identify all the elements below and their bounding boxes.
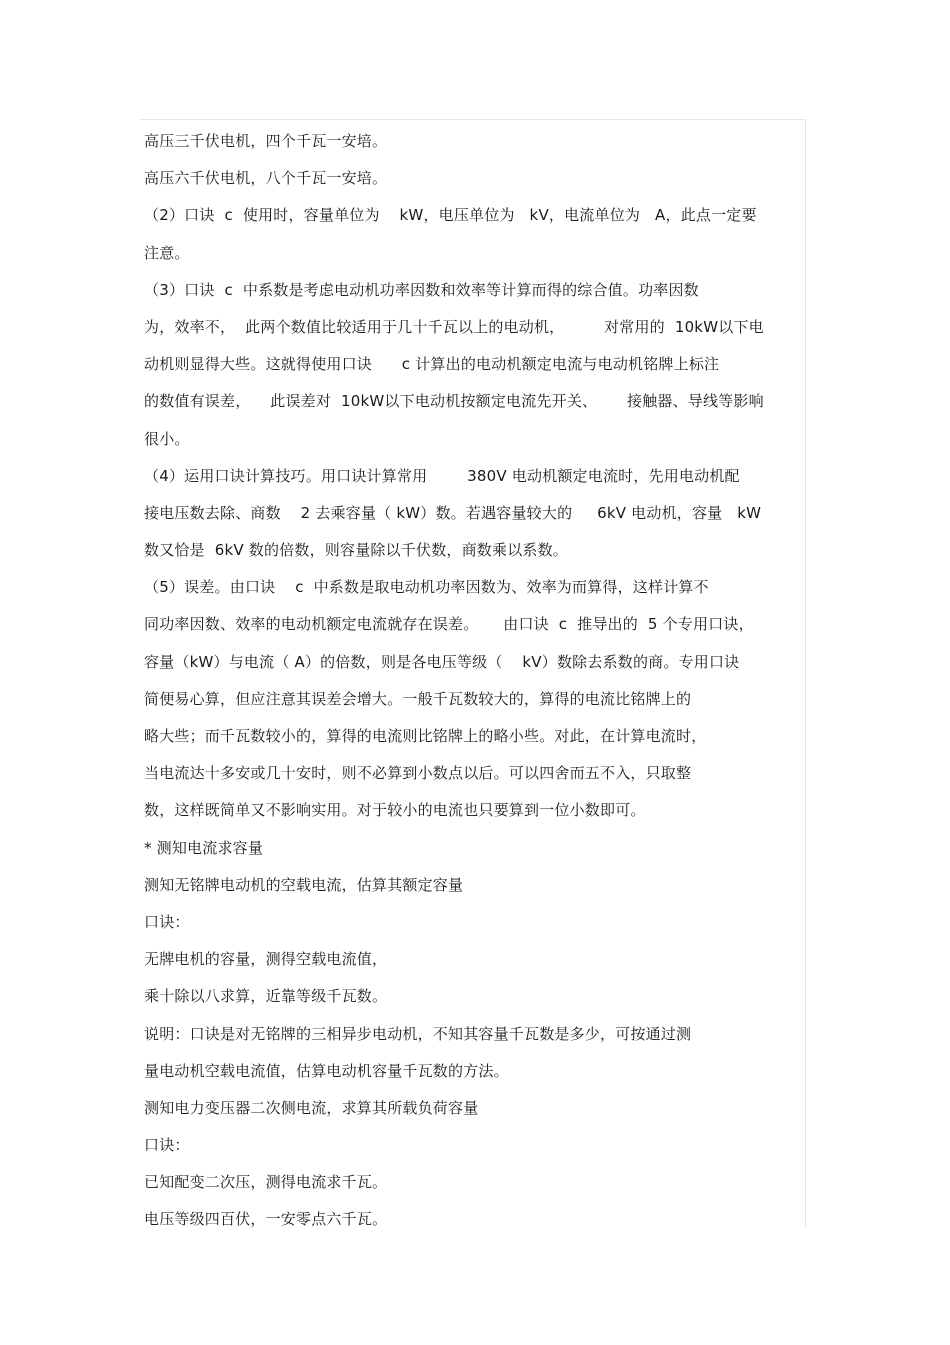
text-line: （5）误差。由口诀 c 中系数是取电动机功率因数为、效率为而算得，这样计算不 (144, 578, 709, 597)
section-heading: * 测知电流求容量 (144, 838, 264, 857)
text-line: 的数值有误差， 此误差对 10kW以下电动机按额定电流先开关、 接触器、导线等影响 (144, 392, 764, 411)
text-line: 电压等级四百伏，一安零点六千瓦。 (144, 1210, 388, 1229)
text-line: 说明：口诀是对无铭牌的三相异步电动机，不知其容量千瓦数是多少，可按通过测 (144, 1024, 692, 1043)
text-line: 量电动机空载电流值，估算电动机容量千瓦数的方法。 (144, 1061, 509, 1080)
text-line: 测知电力变压器二次侧电流，求算其所载负荷容量 (144, 1098, 479, 1117)
text-line: 接电压数去除、商数 2 去乘容量（ kW）数。若遇容量较大的 6kV 电动机，容量 kW (144, 503, 762, 522)
text-line: 高压六千伏电机，八个千瓦一安培。 (144, 169, 388, 188)
text-line: （2）口诀 c 使用时，容量单位为 kW，电压单位为 kV，电流单位为 A，此点一定要 (144, 206, 757, 225)
text-line: 数又恰是 6kV 数的倍数，则容量除以千伏数，商数乘以系数。 (144, 541, 568, 560)
text-line: 口诀： (144, 1136, 190, 1155)
text-line: 容量（kW）与电流（ A）的倍数，则是各电压等级（ kV）数除去系数的商。专用口诀 (144, 652, 740, 671)
text-line: 略大些；而千瓦数较小的，算得的电流则比铭牌上的略小些。对此，在计算电流时， (144, 727, 707, 745)
text-line: 口诀： (144, 912, 190, 931)
text-line: 乘十除以八求算，近靠等级千瓦数。 (144, 987, 388, 1006)
text-line: 注意。 (144, 243, 190, 262)
text-line: 高压三千伏电机，四个千瓦一安培。 (144, 132, 388, 150)
text-line: 已知配变二次压，测得电流求千瓦。 (144, 1173, 388, 1192)
text-line: （4）运用口诀计算技巧。用口诀计算常用 380V 电动机额定电流时，先用电动机配 (144, 466, 740, 485)
text-line: 为，效率不， 此两个数值比较适用于几十千瓦以上的电动机， 对常用的 10kW以下电 (144, 317, 764, 336)
text-line: 动机则显得大些。这就得使用口诀 c 计算出的电动机额定电流与电动机铭牌上标注 (144, 355, 720, 374)
text-line: 简便易心算，但应注意其误差会增大。一般千瓦数较大的，算得的电流比铭牌上的 (144, 689, 692, 708)
text-line: 无牌电机的容量，测得空载电流值， (144, 950, 388, 969)
text-line: 当电流达十多安或几十安时，则不必算到小数点以后。可以四舍而五不入，只取整 (144, 764, 692, 783)
document-page (144, 123, 806, 1239)
text-line: （3）口诀 c 中系数是考虑电动机功率因数和效率等计算而得的综合值。功率因数 (144, 280, 699, 299)
text-line: 测知无铭牌电动机的空载电流，估算其额定容量 (144, 875, 464, 894)
text-line: 很小。 (144, 429, 190, 448)
text-line: 数，这样既简单又不影响实用。对于较小的电流也只要算到一位小数即可。 (144, 801, 646, 820)
text-line: 同功率因数、效率的电动机额定电流就存在误差。 由口诀 c 推导出的 5 个专用口诀， (144, 615, 754, 634)
